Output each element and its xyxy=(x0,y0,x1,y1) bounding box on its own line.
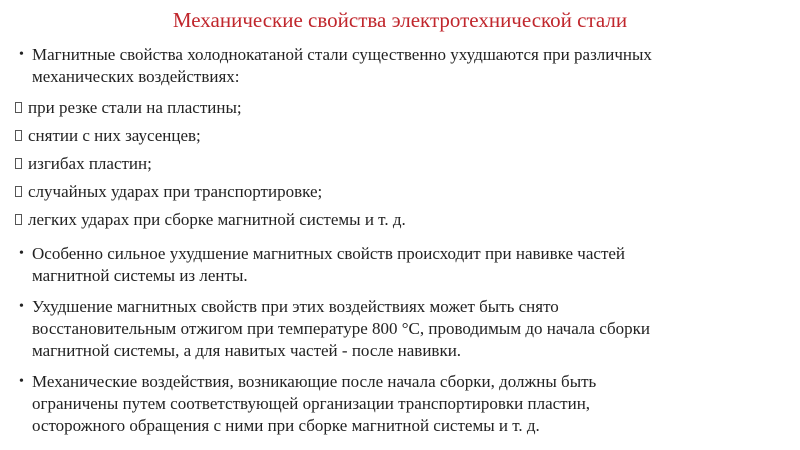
paragraph-3-line-1: Механические воздействия, возникающие после начала сборки, должны быть xyxy=(32,372,597,391)
checkbox-square-icon xyxy=(15,130,22,141)
bullet-dot-icon: • xyxy=(19,47,24,62)
paragraph-2-line-1: Ухудшение магнитных свойств при этих воздействиях может быть снято xyxy=(32,297,559,316)
intro-line-2: механических воздействиях: xyxy=(32,67,240,86)
sub-item-1: при резке стали на пластины; xyxy=(28,98,242,117)
checkbox-square-icon xyxy=(15,186,22,197)
paragraph-3-line-2: ограничены путем соответствующей организации транспортировки пластин, xyxy=(32,394,591,413)
checkbox-square-icon xyxy=(15,158,22,169)
paragraph-3-line-3: осторожного обращения с ними при сборке магнитной системы и т. д. xyxy=(32,416,540,435)
sub-item-4: случайных ударах при транспортировке; xyxy=(28,182,323,201)
bullet-dot-icon: • xyxy=(19,374,24,389)
sub-item-3: изгибах пластин; xyxy=(28,154,152,173)
bullet-dot-icon: • xyxy=(19,299,24,314)
bullet-dot-icon: • xyxy=(19,246,24,261)
paragraph-2-line-3: магнитной системы, а для навитых частей - после навивки. xyxy=(32,341,462,360)
paragraph-2-line-2: восстановительным отжигом при температуре 800 °С, проводимым до начала сборки xyxy=(32,319,650,338)
checkbox-square-icon xyxy=(15,214,22,225)
sub-item-2: снятии с них заусенцев; xyxy=(28,126,201,145)
paragraph-1-line-1: Особенно сильное ухудшение магнитных свойств происходит при навивке частей xyxy=(32,244,626,263)
intro-line-1: Магнитные свойства холоднокатаной стали существенно ухудшаются при различных xyxy=(32,45,652,64)
paragraph-1-line-2: магнитной системы из ленты. xyxy=(32,266,248,285)
slide-title: Механические свойства электротехнической стали xyxy=(172,8,628,32)
sub-item-5: легких ударах при сборке магнитной системы и т. д. xyxy=(28,210,406,229)
checkbox-square-icon xyxy=(15,102,22,113)
